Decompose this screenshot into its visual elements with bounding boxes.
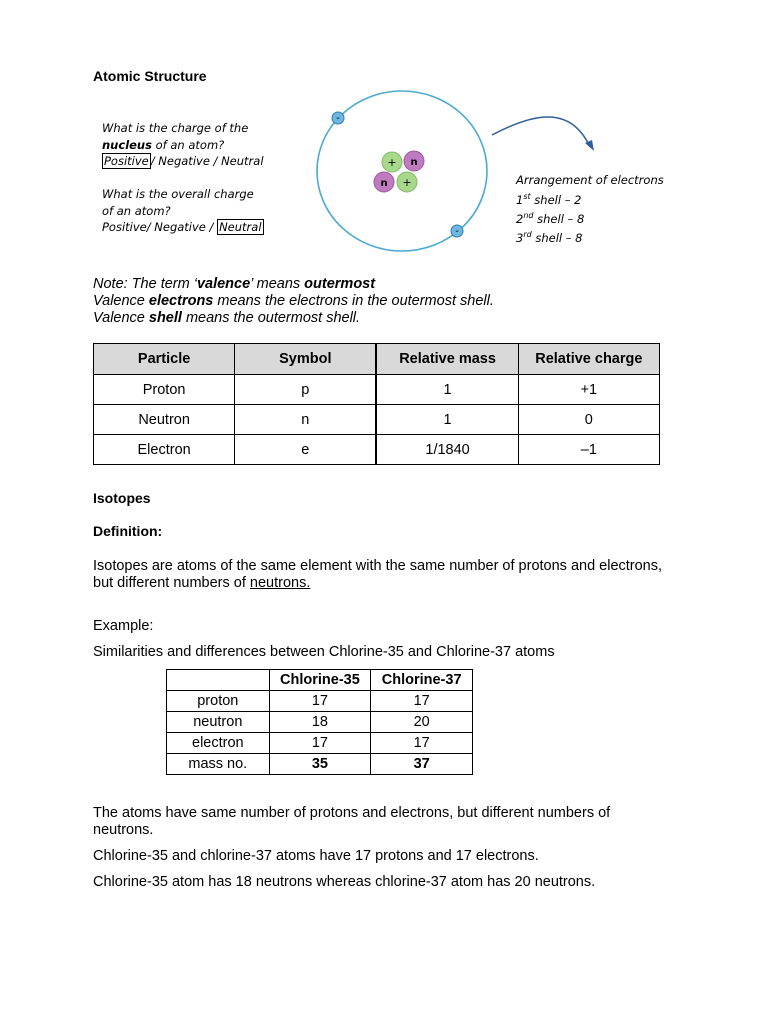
header-relative-mass: Relative mass	[376, 344, 518, 375]
proton-1	[382, 152, 402, 172]
header-symbol: Symbol	[235, 344, 377, 375]
svg-text:+: +	[387, 156, 397, 169]
table-row: neutron 18 20	[167, 712, 473, 733]
header-chlorine-37: Chlorine-37	[371, 670, 473, 691]
shell-3: 3rd shell – 8	[516, 230, 583, 245]
electron-arrangement	[516, 172, 686, 246]
conclusion-paragraph: The atoms have same number of protons and electrons, but different numbers of neutrons.	[93, 805, 611, 838]
table-row: mass no. 35 37	[167, 754, 473, 775]
table-row: electron 17 17	[167, 733, 473, 754]
svg-text:-: -	[336, 113, 340, 124]
header-chlorine-35: Chlorine-35	[269, 670, 371, 691]
chlorine-header-row	[167, 670, 473, 691]
question-nucleus-charge	[102, 120, 302, 170]
svg-text:+: +	[402, 176, 412, 189]
example-intro: Similarities and differences between Chlorine-35 and Chlorine-37 atoms	[93, 644, 555, 660]
neutron-2	[374, 172, 394, 192]
question-overall-charge	[102, 186, 302, 236]
table-row: proton 17 17	[167, 691, 473, 712]
electron-top	[332, 112, 344, 124]
table-row: Proton p 1 +1	[94, 375, 660, 405]
conclusion-line4: Chlorine-35 atom has 18 neutrons whereas chlorine-37 atom has 20 neutrons.	[93, 874, 596, 890]
shell-1: 1st shell – 2	[516, 191, 582, 207]
example-label: Example:	[93, 618, 154, 634]
q1-answer-positive: Positive	[104, 154, 149, 168]
q2-answer-neutral: Neutral	[219, 220, 262, 234]
page-title: Atomic Structure	[93, 68, 207, 84]
arrow-head	[585, 140, 594, 151]
q2-line1: What is the overall charge	[102, 187, 254, 201]
header-particle: Particle	[94, 344, 235, 375]
q2-options: Positive/ Negative /	[102, 220, 218, 234]
valence-note: Note: The term ‘valence’ means outermost Valence electrons means the electrons in the outermost shell. Valence shell means the outermost shell.	[93, 276, 494, 326]
isotope-definition: Isotopes are atoms of the same element with the same number of protons and electrons, but different numbers of neutrons.	[93, 558, 663, 591]
q1-line2: of an atom?	[151, 137, 225, 152]
particles-table	[93, 343, 660, 465]
shell-2: 2nd shell – 8	[516, 210, 585, 226]
svg-text:n: n	[380, 178, 388, 189]
q2-line2: of an atom?	[102, 203, 171, 218]
arrow-curve	[492, 117, 590, 147]
q1-line1: What is the charge of the	[102, 121, 249, 135]
q1-options: / Negative / Neutral	[150, 154, 264, 168]
definition-label: Definition:	[93, 523, 163, 539]
svg-text:n: n	[410, 157, 418, 168]
table-row: Electron e 1/1840 –1	[94, 435, 660, 465]
arrangement-heading: Arrangement of electrons	[516, 173, 664, 187]
conclusion-line3: Chlorine-35 and chlorine-37 atoms have 17 protons and 17 electrons.	[93, 848, 539, 864]
table-row: Neutron n 1 0	[94, 405, 660, 435]
header-relative-charge: Relative charge	[518, 344, 659, 375]
neutron-1	[404, 151, 424, 171]
particles-header-row	[94, 344, 660, 375]
proton-2	[397, 172, 417, 192]
q1-nucleus: nucleus	[102, 137, 152, 152]
svg-text:-: -	[455, 226, 459, 237]
isotopes-heading: Isotopes	[93, 490, 151, 506]
chlorine-table	[166, 669, 473, 775]
electron-bottom	[451, 225, 463, 237]
